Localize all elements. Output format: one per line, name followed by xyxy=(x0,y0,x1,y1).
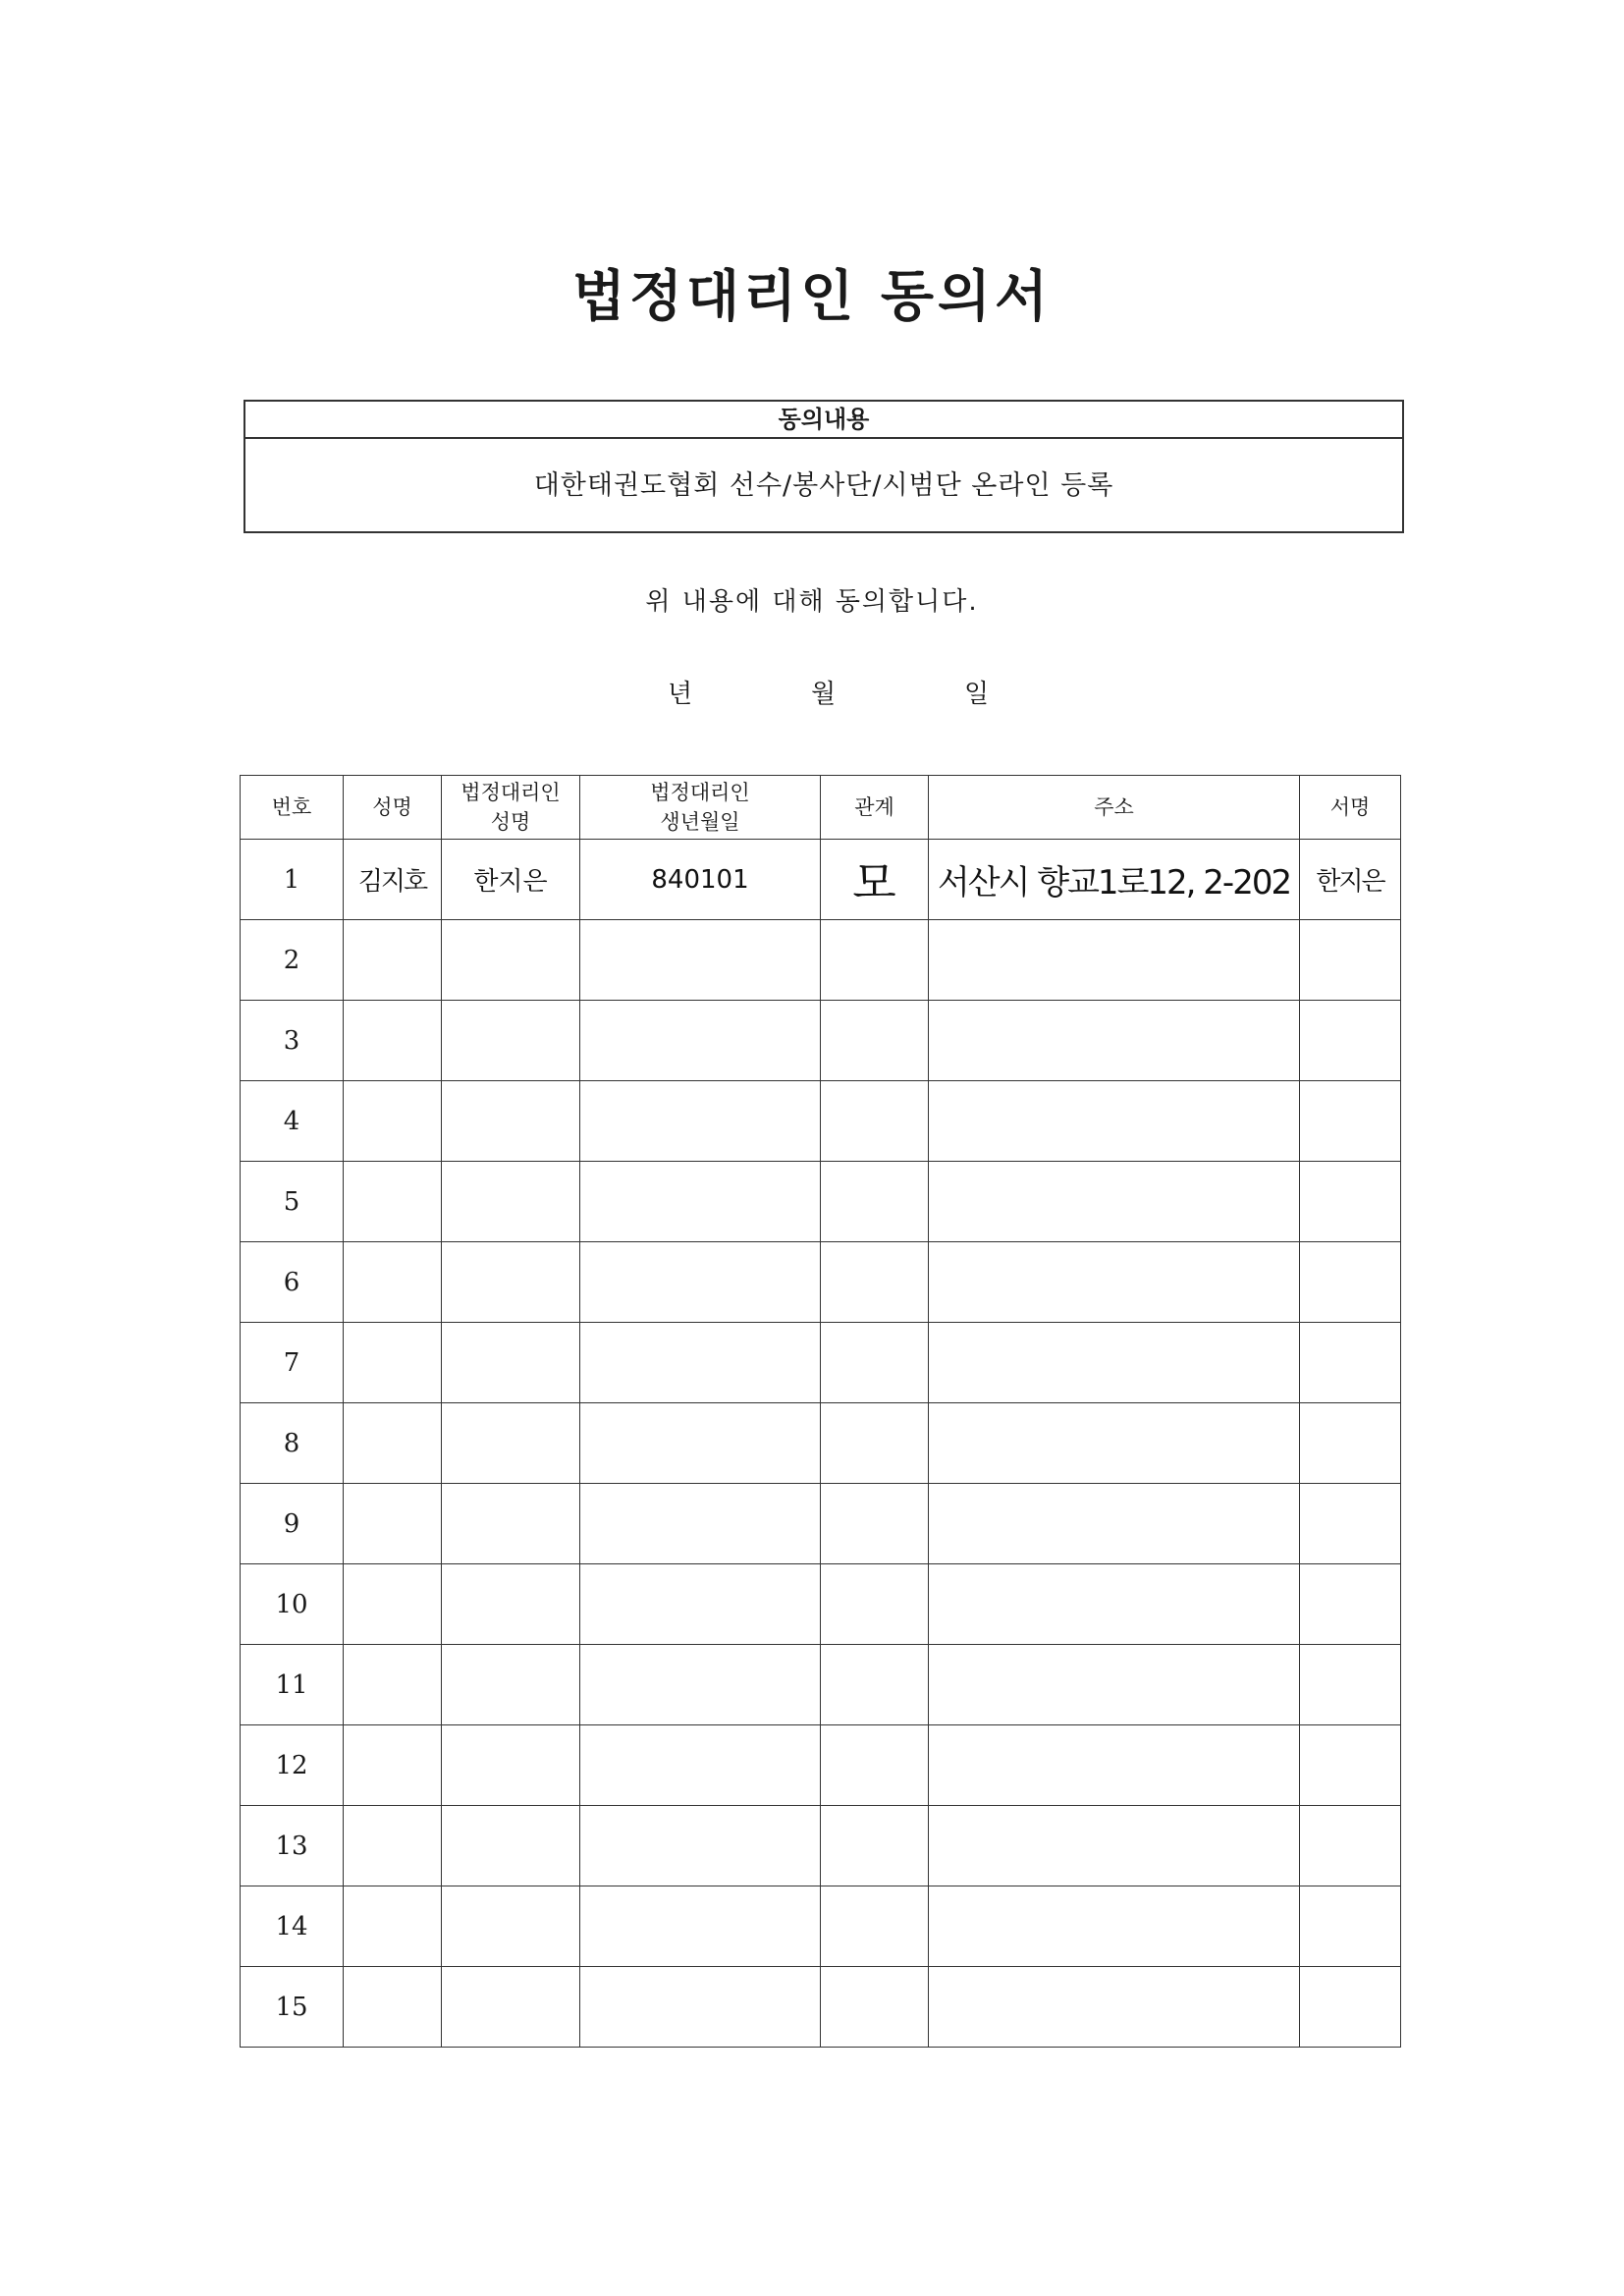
name-cell[interactable] xyxy=(344,1323,442,1403)
name-cell[interactable] xyxy=(344,1001,442,1081)
guardian-name-cell[interactable] xyxy=(442,1806,580,1886)
year-label: 년 xyxy=(668,680,693,709)
guardian-name-cell[interactable] xyxy=(442,1403,580,1484)
address-cell[interactable] xyxy=(929,1806,1300,1886)
consent-content-box xyxy=(244,400,1404,533)
guardian-birth-cell[interactable]: 840101 xyxy=(580,840,821,920)
name-cell[interactable] xyxy=(344,1645,442,1725)
table-header-row xyxy=(241,776,1401,840)
guardian-birth-cell[interactable] xyxy=(580,1323,821,1403)
table-row xyxy=(241,1806,1401,1886)
relation-cell[interactable] xyxy=(821,1725,929,1806)
row-number: 12 xyxy=(241,1725,344,1806)
signature-cell[interactable] xyxy=(1300,1162,1401,1242)
guardian-name-cell[interactable] xyxy=(442,1645,580,1725)
address-cell[interactable] xyxy=(929,1081,1300,1162)
name-cell[interactable] xyxy=(344,1081,442,1162)
guardian-birth-cell[interactable] xyxy=(580,1886,821,1967)
name-cell[interactable] xyxy=(344,1242,442,1323)
agreement-statement: 위 내용에 대해 동의합니다. xyxy=(645,587,979,617)
consent-header: 동의내용 xyxy=(245,402,1402,439)
relation-cell[interactable] xyxy=(821,1886,929,1967)
relation-cell[interactable] xyxy=(821,1242,929,1323)
table-row xyxy=(241,1725,1401,1806)
signature-cell[interactable] xyxy=(1300,1725,1401,1806)
row-number: 3 xyxy=(241,1001,344,1081)
relation-cell[interactable]: 모 xyxy=(821,840,929,920)
guardian-signature-table xyxy=(240,775,1401,2048)
guardian-name-cell[interactable] xyxy=(442,1967,580,2048)
signature-cell[interactable] xyxy=(1300,1403,1401,1484)
name-cell[interactable] xyxy=(344,1886,442,1967)
guardian-birth-cell[interactable] xyxy=(580,1967,821,2048)
relation-cell[interactable] xyxy=(821,1484,929,1564)
row-number: 1 xyxy=(241,840,344,920)
table-row xyxy=(241,1403,1401,1484)
header-guardian-name-line1: 법정대리인 xyxy=(460,781,561,804)
relation-cell[interactable] xyxy=(821,1403,929,1484)
row-number: 10 xyxy=(241,1564,344,1645)
guardian-name-cell[interactable] xyxy=(442,1725,580,1806)
row-number: 4 xyxy=(241,1081,344,1162)
guardian-birth-cell[interactable] xyxy=(580,1081,821,1162)
table-row xyxy=(241,1323,1401,1403)
guardian-birth-cell[interactable] xyxy=(580,1242,821,1323)
signature-cell[interactable] xyxy=(1300,1645,1401,1725)
guardian-birth-cell[interactable] xyxy=(580,1564,821,1645)
row-number: 9 xyxy=(241,1484,344,1564)
table-row xyxy=(241,840,1401,920)
address-cell[interactable]: 서산시 향교1로12, 2-202 xyxy=(929,840,1300,920)
table-row xyxy=(241,1081,1401,1162)
guardian-birth-cell[interactable] xyxy=(580,1645,821,1725)
relation-cell[interactable] xyxy=(821,1806,929,1886)
header-relation: 관계 xyxy=(821,776,929,840)
relation-cell[interactable] xyxy=(821,920,929,1001)
address-cell[interactable] xyxy=(929,1967,1300,2048)
address-cell[interactable] xyxy=(929,1886,1300,1967)
name-cell[interactable] xyxy=(344,1564,442,1645)
relation-cell[interactable] xyxy=(821,1323,929,1403)
header-guardian-birth-line2: 생년월일 xyxy=(660,810,740,834)
guardian-name-cell[interactable]: 한지은 xyxy=(442,840,580,920)
name-cell[interactable] xyxy=(344,920,442,1001)
header-address: 주소 xyxy=(929,776,1300,840)
relation-cell[interactable] xyxy=(821,1162,929,1242)
signature-cell[interactable] xyxy=(1300,1806,1401,1886)
guardian-birth-cell[interactable] xyxy=(580,1001,821,1081)
table-row xyxy=(241,1886,1401,1967)
date-line xyxy=(0,674,1624,709)
address-cell[interactable] xyxy=(929,1323,1300,1403)
guardian-name-cell[interactable] xyxy=(442,1484,580,1564)
address-cell[interactable] xyxy=(929,1242,1300,1323)
guardian-name-cell[interactable] xyxy=(442,920,580,1001)
row-number: 15 xyxy=(241,1967,344,2048)
table-row xyxy=(241,1967,1401,2048)
name-cell[interactable] xyxy=(344,1806,442,1886)
header-guardian-birth-line1: 법정대리인 xyxy=(650,781,750,804)
address-cell[interactable] xyxy=(929,1001,1300,1081)
header-guardian-birth xyxy=(580,776,821,840)
header-name: 성명 xyxy=(344,776,442,840)
signature-cell[interactable]: 한지은 xyxy=(1300,840,1401,920)
table-row xyxy=(241,1242,1401,1323)
guardian-name-cell[interactable] xyxy=(442,1242,580,1323)
table-row xyxy=(241,1645,1401,1725)
signature-cell[interactable] xyxy=(1300,1001,1401,1081)
table-row xyxy=(241,920,1401,1001)
guardian-name-cell[interactable] xyxy=(442,1081,580,1162)
header-guardian-name xyxy=(442,776,580,840)
name-cell[interactable] xyxy=(344,1967,442,2048)
month-label: 월 xyxy=(811,680,837,709)
row-number: 11 xyxy=(241,1645,344,1725)
relation-cell[interactable] xyxy=(821,1564,929,1645)
relation-cell[interactable] xyxy=(821,1001,929,1081)
row-number: 2 xyxy=(241,920,344,1001)
address-cell[interactable] xyxy=(929,920,1300,1001)
name-cell[interactable] xyxy=(344,1162,442,1242)
signature-cell[interactable] xyxy=(1300,920,1401,1001)
guardian-birth-cell[interactable] xyxy=(580,1725,821,1806)
address-cell[interactable] xyxy=(929,1484,1300,1564)
signature-cell[interactable] xyxy=(1300,1323,1401,1403)
guardian-birth-cell[interactable] xyxy=(580,1162,821,1242)
relation-cell[interactable] xyxy=(821,1645,929,1725)
guardian-birth-cell[interactable] xyxy=(580,1806,821,1886)
row-number: 5 xyxy=(241,1162,344,1242)
guardian-name-cell[interactable] xyxy=(442,1001,580,1081)
name-cell[interactable] xyxy=(344,1725,442,1806)
header-signature: 서명 xyxy=(1300,776,1401,840)
row-number: 8 xyxy=(241,1403,344,1484)
row-number: 13 xyxy=(241,1806,344,1886)
signature-cell[interactable] xyxy=(1300,1484,1401,1564)
signature-cell[interactable] xyxy=(1300,1967,1401,2048)
page-title: 법정대리인 동의서 xyxy=(571,265,1053,329)
address-cell[interactable] xyxy=(929,1645,1300,1725)
header-guardian-name-line2: 성명 xyxy=(490,810,531,834)
name-cell[interactable]: 김지호 xyxy=(344,840,442,920)
guardian-birth-cell[interactable] xyxy=(580,1484,821,1564)
signature-cell[interactable] xyxy=(1300,1081,1401,1162)
relation-cell[interactable] xyxy=(821,1081,929,1162)
address-cell[interactable] xyxy=(929,1564,1300,1645)
table-row xyxy=(241,1564,1401,1645)
relation-cell[interactable] xyxy=(821,1967,929,2048)
guardian-name-cell[interactable] xyxy=(442,1564,580,1645)
address-cell[interactable] xyxy=(929,1725,1300,1806)
guardian-name-cell[interactable] xyxy=(442,1162,580,1242)
signature-cell[interactable] xyxy=(1300,1242,1401,1323)
name-cell[interactable] xyxy=(344,1403,442,1484)
header-number: 번호 xyxy=(241,776,344,840)
row-number: 7 xyxy=(241,1323,344,1403)
signature-cell[interactable] xyxy=(1300,1886,1401,1967)
row-number: 6 xyxy=(241,1242,344,1323)
day-label: 일 xyxy=(964,680,990,709)
table-row xyxy=(241,1162,1401,1242)
table-row xyxy=(241,1484,1401,1564)
table-row xyxy=(241,1001,1401,1081)
consent-body: 대한태권도협회 선수/봉사단/시범단 온라인 등록 xyxy=(533,470,1114,501)
name-cell[interactable] xyxy=(344,1484,442,1564)
guardian-name-cell[interactable] xyxy=(442,1323,580,1403)
guardian-name-cell[interactable] xyxy=(442,1886,580,1967)
guardian-birth-cell[interactable] xyxy=(580,920,821,1001)
signature-cell[interactable] xyxy=(1300,1564,1401,1645)
address-cell[interactable] xyxy=(929,1403,1300,1484)
guardian-birth-cell[interactable] xyxy=(580,1403,821,1484)
row-number: 14 xyxy=(241,1886,344,1967)
address-cell[interactable] xyxy=(929,1162,1300,1242)
